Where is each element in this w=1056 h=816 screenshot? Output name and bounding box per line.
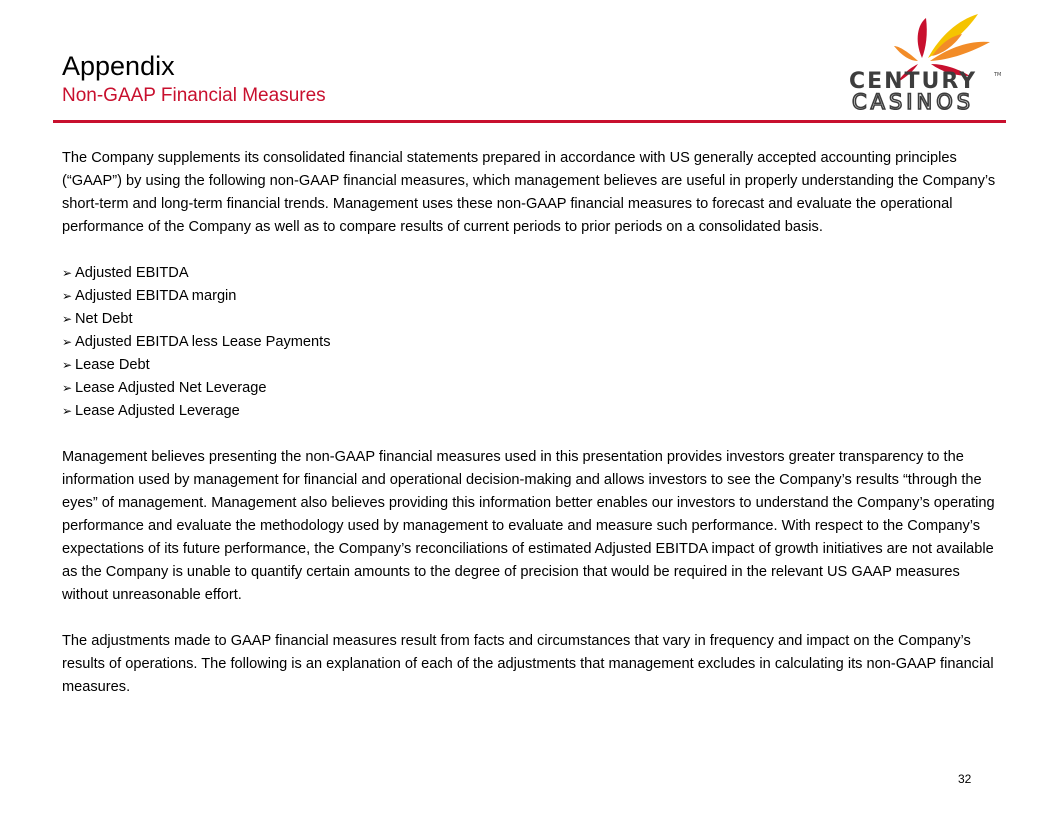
bullet-arrow-icon: ➢	[62, 381, 73, 395]
measure-list-item	[62, 262, 997, 285]
measures-list	[62, 262, 997, 423]
logo-line-casinos: CASINOS	[851, 90, 975, 114]
measure-list-item	[62, 400, 997, 423]
paragraph-adjustments: The adjustments made to GAAP financial measures result from facts and circumstances that vary in frequency and impact on the Company’s results of operations. The following is an explanation of each of the adjustments that management excludes in calculating its non-GAAP financial measures.	[62, 633, 994, 695]
measure-label: Adjusted EBITDA less Lease Payments	[75, 334, 331, 350]
measure-list-item	[62, 354, 997, 377]
bullet-arrow-icon: ➢	[62, 404, 73, 418]
page-number: 32	[958, 772, 972, 786]
measure-label: Lease Debt	[75, 357, 150, 373]
bullet-arrow-icon: ➢	[62, 358, 73, 372]
measure-list-item	[62, 285, 997, 308]
measure-list-item	[62, 331, 997, 354]
header-divider	[53, 120, 1006, 123]
intro-paragraph: The Company supplements its consolidated financial statements prepared in accordance with US generally accepted accounting principles (“GAAP”) by using the following non-GAAP financial measures, which management believes are useful in properly understanding the Company’s short-term and long-term financial trends. Management uses these non-GAAP financial measures to forecast and evaluate the operational performance of the Company as well as to compare results of current periods to prior periods on a consolidated basis.	[62, 150, 996, 235]
bullet-arrow-icon: ➢	[62, 266, 73, 280]
measure-label: Lease Adjusted Net Leverage	[75, 380, 267, 396]
measure-label: Adjusted EBITDA margin	[75, 288, 237, 304]
bullet-arrow-icon: ➢	[62, 289, 73, 303]
logo-trademark: TM	[994, 72, 1002, 78]
logo-line-century: CENTURY	[848, 69, 978, 94]
measure-list-item	[62, 308, 997, 331]
measure-label: Adjusted EBITDA	[75, 265, 189, 281]
body-content	[62, 147, 997, 699]
measure-label: Net Debt	[75, 311, 133, 327]
bullet-arrow-icon: ➢	[62, 312, 73, 326]
measure-label: Lease Adjusted Leverage	[75, 403, 240, 419]
century-casinos-logo	[818, 6, 1008, 116]
measure-list-item	[62, 377, 997, 400]
page-subtitle: Non-GAAP Financial Measures	[62, 85, 326, 106]
page-title: Appendix	[62, 51, 175, 81]
paragraph-management-beliefs: Management believes presenting the non-GAAP financial measures used in this presentation provides investors greater transparency to the information used by management for financial and operational decision-making and allows investors to see the Company’s results “through the eyes” of management. Management also believes providing this information better enables our investors to understand the Company’s operating performance and evaluate the methodology used by management to evaluate and measure such performance. With respect to the Company’s expectations of its future performance, the Company’s reconciliations of estimated Adjusted EBITDA impact of growth initiatives are not available as the Company is unable to quantify certain amounts to the degree of precision that would be required in the relevant US GAAP measures without unreasonable effort.	[62, 449, 995, 603]
bullet-arrow-icon: ➢	[62, 335, 73, 349]
